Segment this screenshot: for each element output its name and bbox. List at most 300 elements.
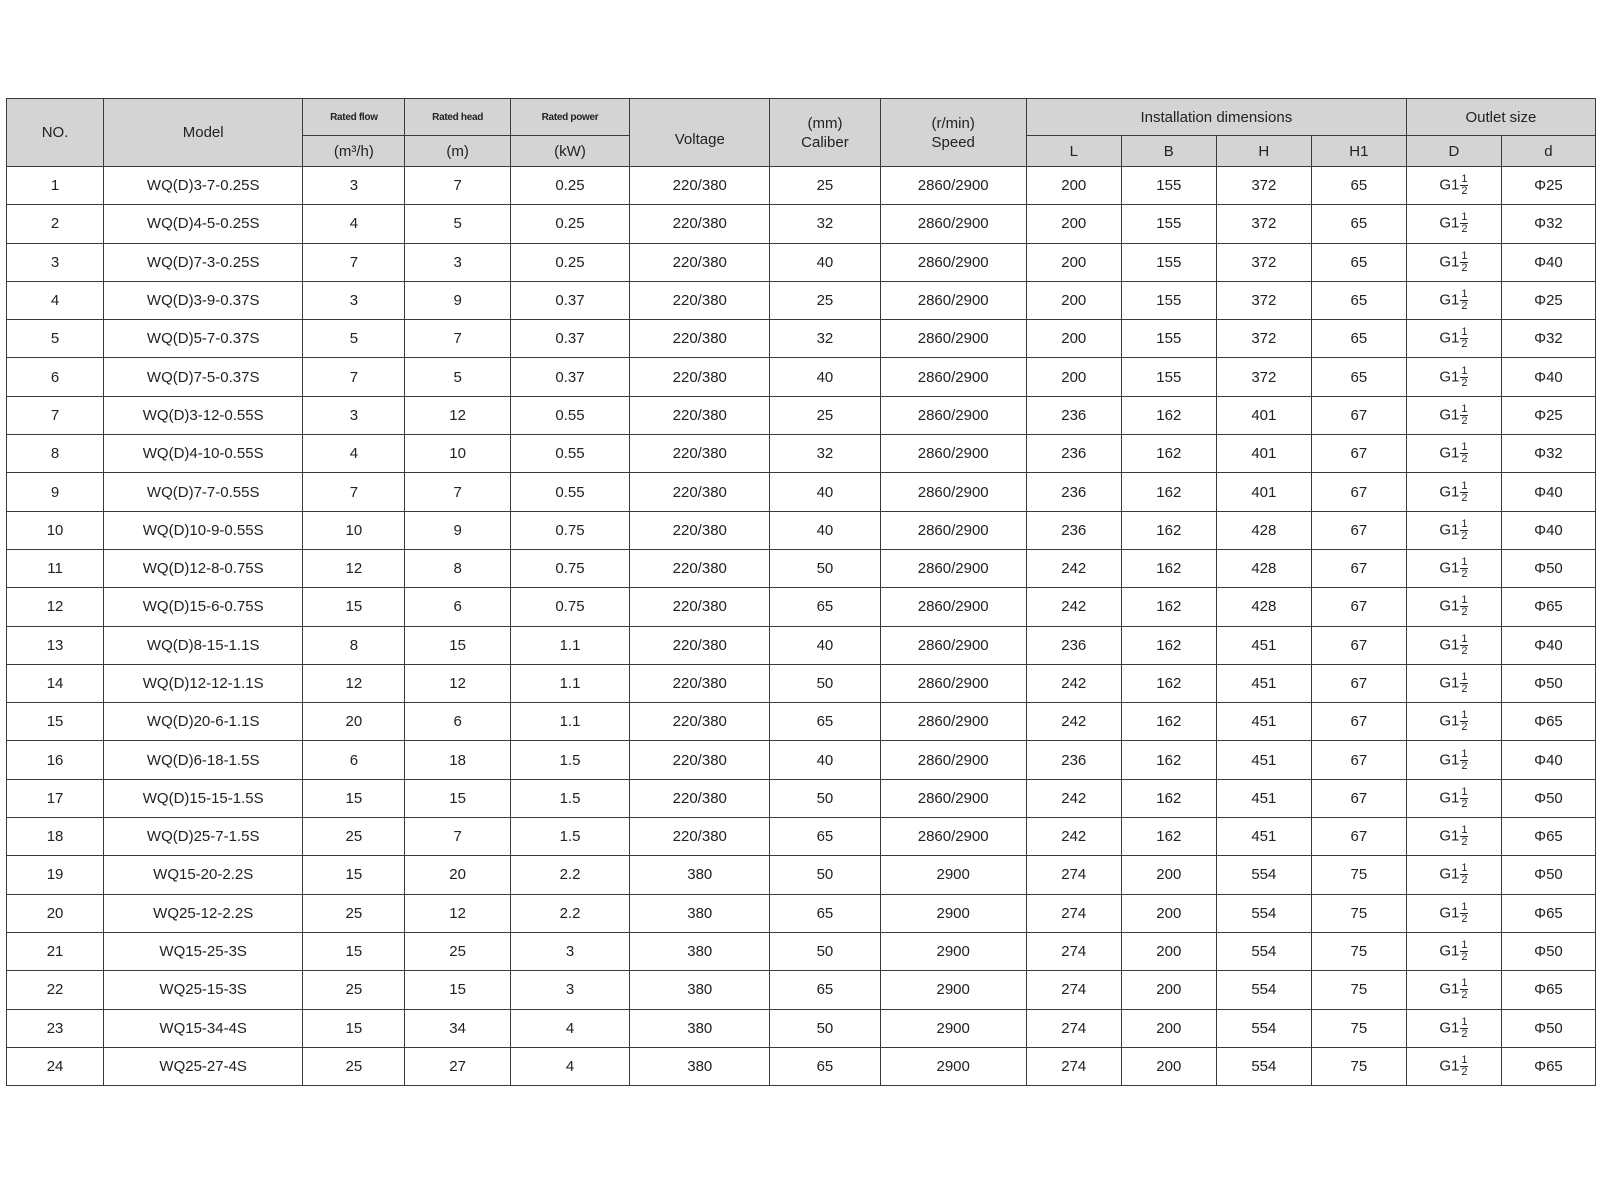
cell-d: Φ65 [1501,971,1595,1009]
cell-rated-power: 0.25 [510,167,630,205]
cell-no: 8 [7,435,104,473]
table-body [7,167,1596,1086]
cell-caliber: 50 [770,1009,880,1047]
cell-rated-power: 1.1 [510,664,630,702]
cell-voltage: 220/380 [630,243,770,281]
cell-rated-head: 12 [405,396,510,434]
outlet-thread-prefix: G1 [1439,751,1460,769]
table-row [7,549,1596,587]
cell-H: 451 [1216,703,1311,741]
cell-model: WQ(D)3-9-0.37S [104,281,303,319]
cell-d: Φ40 [1501,243,1595,281]
cell-d: Φ65 [1501,1047,1595,1085]
cell-H1: 75 [1311,894,1406,932]
cell-no: 21 [7,932,104,970]
cell-H1: 67 [1311,396,1406,434]
cell-model: WQ15-25-3S [104,932,303,970]
outlet-thread-prefix: G1 [1439,214,1460,232]
cell-rated-head: 18 [405,741,510,779]
cell-L: 236 [1026,626,1121,664]
cell-D [1406,779,1501,817]
cell-L: 200 [1026,281,1121,319]
header-voltage-label: Voltage [674,131,725,148]
cell-voltage: 220/380 [630,281,770,319]
fraction-denominator: 2 [1461,529,1468,542]
cell-rated-power: 1.1 [510,626,630,664]
fraction-numerator: 1 [1461,173,1468,186]
header-H1: H1 [1311,136,1406,167]
cell-L: 274 [1026,1009,1121,1047]
cell-speed: 2860/2900 [880,358,1026,396]
cell-voltage: 380 [630,856,770,894]
fraction-denominator: 2 [1461,1065,1468,1078]
header-speed-label: Speed [931,133,975,151]
cell-H1: 65 [1311,167,1406,205]
cell-rated-power: 2.2 [510,894,630,932]
cell-L: 242 [1026,549,1121,587]
header-H: H [1216,136,1311,167]
cell-no: 13 [7,626,104,664]
cell-rated-head: 27 [405,1047,510,1085]
cell-caliber: 40 [770,358,880,396]
cell-H: 451 [1216,779,1311,817]
cell-rated-head: 12 [405,664,510,702]
fraction [1460,1055,1468,1078]
cell-D [1406,167,1501,205]
table-row [7,511,1596,549]
cell-rated-flow: 15 [303,588,405,626]
cell-H1: 67 [1311,511,1406,549]
table-row [7,626,1596,664]
cell-B: 200 [1121,894,1216,932]
cell-voltage: 220/380 [630,779,770,817]
cell-rated-flow: 6 [303,741,405,779]
cell-no: 15 [7,703,104,741]
cell-rated-head: 3 [405,243,510,281]
fraction [1460,1017,1468,1040]
cell-H: 372 [1216,358,1311,396]
outlet-thread-prefix: G1 [1439,291,1460,309]
cell-rated-head: 6 [405,703,510,741]
cell-voltage: 220/380 [630,818,770,856]
cell-B: 162 [1121,549,1216,587]
header-rated-head-unit: (m) [405,136,510,167]
table-row [7,205,1596,243]
cell-voltage: 380 [630,1047,770,1085]
cell-speed: 2860/2900 [880,511,1026,549]
outlet-thread-prefix: G1 [1439,980,1460,998]
table-row [7,971,1596,1009]
cell-speed: 2860/2900 [880,741,1026,779]
header-installation-dimensions: Installation dimensions [1026,99,1406,136]
cell-speed: 2860/2900 [880,473,1026,511]
fraction-denominator: 2 [1461,951,1468,964]
fraction-denominator: 2 [1461,836,1468,849]
cell-rated-power: 4 [510,1047,630,1085]
cell-B: 162 [1121,664,1216,702]
cell-rated-power: 0.37 [510,320,630,358]
fraction-numerator: 1 [1461,977,1468,990]
cell-no: 22 [7,971,104,1009]
cell-caliber: 65 [770,818,880,856]
fraction-numerator: 1 [1461,747,1468,760]
cell-rated-flow: 5 [303,320,405,358]
cell-rated-power: 1.5 [510,779,630,817]
cell-D [1406,856,1501,894]
cell-d: Φ50 [1501,856,1595,894]
cell-B: 162 [1121,626,1216,664]
outlet-thread-prefix: G1 [1439,1057,1460,1075]
fraction-numerator: 1 [1461,671,1468,683]
cell-H: 554 [1216,856,1311,894]
outlet-thread-prefix: G1 [1439,482,1460,500]
cell-rated-flow: 7 [303,473,405,511]
fraction [1460,978,1468,1001]
cell-D [1406,626,1501,664]
table-row [7,1009,1596,1047]
outlet-thread-prefix: G1 [1439,253,1460,271]
fraction-numerator: 1 [1461,402,1468,415]
cell-no: 19 [7,856,104,894]
cell-L: 200 [1026,320,1121,358]
cell-rated-head: 5 [405,205,510,243]
table-row [7,1047,1596,1085]
cell-rated-flow: 25 [303,971,405,1009]
cell-model: WQ(D)20-6-1.1S [104,703,303,741]
fraction [1460,634,1468,657]
cell-model: WQ15-20-2.2S [104,856,303,894]
cell-H: 554 [1216,1047,1311,1085]
cell-no: 1 [7,167,104,205]
cell-voltage: 220/380 [630,167,770,205]
cell-B: 162 [1121,741,1216,779]
cell-D [1406,396,1501,434]
cell-D [1406,818,1501,856]
cell-L: 200 [1026,358,1121,396]
header-speed-unit: (r/min) [931,114,975,132]
fraction-denominator: 2 [1461,300,1468,313]
cell-H1: 75 [1311,971,1406,1009]
fraction-denominator: 2 [1461,414,1468,427]
cell-B: 155 [1121,205,1216,243]
cell-B: 155 [1121,243,1216,281]
cell-rated-power: 0.55 [510,396,630,434]
table-header [7,99,1596,167]
cell-rated-flow: 15 [303,779,405,817]
cell-B: 155 [1121,167,1216,205]
cell-L: 242 [1026,703,1121,741]
cell-H: 451 [1216,818,1311,856]
cell-caliber: 40 [770,243,880,281]
cell-H1: 75 [1311,856,1406,894]
cell-voltage: 380 [630,932,770,970]
cell-no: 17 [7,779,104,817]
cell-model: WQ25-27-4S [104,1047,303,1085]
cell-H: 428 [1216,588,1311,626]
cell-d: Φ65 [1501,703,1595,741]
header-rated-flow: Rated flow [303,99,405,136]
fraction-denominator: 2 [1461,223,1468,236]
cell-no: 11 [7,549,104,587]
cell-caliber: 65 [770,971,880,1009]
cell-B: 162 [1121,473,1216,511]
fraction-denominator: 2 [1461,568,1468,581]
cell-D [1406,588,1501,626]
cell-rated-flow: 8 [303,626,405,664]
cell-H1: 65 [1311,358,1406,396]
fraction-denominator: 2 [1461,759,1468,772]
cell-rated-flow: 25 [303,894,405,932]
cell-D [1406,741,1501,779]
cell-rated-power: 2.2 [510,856,630,894]
cell-rated-head: 15 [405,971,510,1009]
fraction-denominator: 2 [1461,721,1468,734]
cell-H1: 67 [1311,818,1406,856]
fraction-denominator: 2 [1461,376,1468,389]
cell-speed: 2900 [880,1009,1026,1047]
cell-caliber: 32 [770,205,880,243]
outlet-thread-prefix: G1 [1439,789,1460,807]
header-speed [880,99,1026,167]
cell-rated-head: 15 [405,626,510,664]
cell-voltage: 220/380 [630,396,770,434]
fraction-denominator: 2 [1461,874,1468,887]
cell-L: 274 [1026,1047,1121,1085]
fraction-numerator: 1 [1461,441,1468,454]
cell-d: Φ40 [1501,511,1595,549]
cell-rated-power: 3 [510,932,630,970]
cell-d: Φ65 [1501,818,1595,856]
fraction [1460,595,1468,618]
cell-rated-power: 1.5 [510,818,630,856]
header-outlet-size: Outlet size [1406,99,1595,136]
cell-voltage: 220/380 [630,703,770,741]
cell-voltage: 220/380 [630,626,770,664]
cell-d: Φ50 [1501,549,1595,587]
cell-D [1406,205,1501,243]
outlet-thread-prefix: G1 [1439,904,1460,922]
cell-H1: 67 [1311,664,1406,702]
fraction-denominator: 2 [1461,453,1468,466]
cell-no: 5 [7,320,104,358]
cell-model: WQ(D)3-7-0.25S [104,167,303,205]
cell-B: 162 [1121,703,1216,741]
cell-H1: 67 [1311,626,1406,664]
cell-D [1406,281,1501,319]
table-row [7,473,1596,511]
cell-caliber: 32 [770,435,880,473]
cell-L: 242 [1026,779,1121,817]
cell-rated-head: 6 [405,588,510,626]
cell-caliber: 65 [770,588,880,626]
fraction [1460,557,1468,580]
cell-voltage: 220/380 [630,511,770,549]
cell-rated-power: 0.37 [510,358,630,396]
cell-D [1406,358,1501,396]
cell-B: 155 [1121,358,1216,396]
cell-L: 274 [1026,856,1121,894]
fraction-denominator: 2 [1461,989,1468,1002]
cell-B: 162 [1121,779,1216,817]
cell-D [1406,435,1501,473]
cell-speed: 2860/2900 [880,243,1026,281]
cell-L: 236 [1026,741,1121,779]
cell-speed: 2860/2900 [880,281,1026,319]
outlet-thread-prefix: G1 [1439,521,1460,539]
table-row [7,281,1596,319]
cell-model: WQ15-34-4S [104,1009,303,1047]
cell-B: 162 [1121,511,1216,549]
cell-voltage: 380 [630,894,770,932]
cell-d: Φ50 [1501,932,1595,970]
cell-no: 6 [7,358,104,396]
header-model: Model [104,99,303,167]
cell-rated-power: 0.55 [510,473,630,511]
cell-speed: 2860/2900 [880,626,1026,664]
cell-rated-flow: 7 [303,243,405,281]
cell-rated-power: 4 [510,1009,630,1047]
cell-no: 12 [7,588,104,626]
outlet-thread-prefix: G1 [1439,712,1460,730]
cell-model: WQ(D)4-10-0.55S [104,435,303,473]
cell-rated-head: 8 [405,549,510,587]
table-row [7,779,1596,817]
cell-B: 162 [1121,435,1216,473]
cell-rated-head: 5 [405,358,510,396]
cell-no: 9 [7,473,104,511]
cell-speed: 2900 [880,856,1026,894]
cell-rated-head: 15 [405,779,510,817]
cell-H: 372 [1216,320,1311,358]
cell-model: WQ(D)4-5-0.25S [104,205,303,243]
outlet-thread-prefix: G1 [1439,674,1460,692]
cell-d: Φ50 [1501,1009,1595,1047]
cell-H1: 67 [1311,435,1406,473]
cell-d: Φ32 [1501,435,1595,473]
cell-speed: 2860/2900 [880,779,1026,817]
cell-caliber: 25 [770,396,880,434]
cell-caliber: 25 [770,167,880,205]
cell-model: WQ(D)3-12-0.55S [104,396,303,434]
cell-H: 372 [1216,281,1311,319]
fraction-denominator: 2 [1461,606,1468,619]
cell-B: 200 [1121,1009,1216,1047]
cell-rated-flow: 12 [303,549,405,587]
cell-speed: 2860/2900 [880,320,1026,358]
cell-speed: 2860/2900 [880,818,1026,856]
cell-H1: 65 [1311,243,1406,281]
cell-voltage: 380 [630,971,770,1009]
cell-model: WQ(D)5-7-0.37S [104,320,303,358]
fraction [1460,481,1468,504]
cell-d: Φ25 [1501,167,1595,205]
fraction-numerator: 1 [1461,326,1468,339]
cell-no: 7 [7,396,104,434]
cell-speed: 2860/2900 [880,167,1026,205]
cell-speed: 2860/2900 [880,396,1026,434]
cell-no: 18 [7,818,104,856]
cell-no: 3 [7,243,104,281]
fraction [1460,710,1468,733]
cell-d: Φ25 [1501,281,1595,319]
fraction-numerator: 1 [1461,249,1468,262]
fraction-denominator: 2 [1461,1027,1468,1040]
cell-H: 428 [1216,511,1311,549]
cell-D [1406,549,1501,587]
table-row [7,167,1596,205]
cell-rated-flow: 3 [303,281,405,319]
fraction-numerator: 1 [1461,939,1468,952]
header-caliber-unit: (mm) [807,114,843,132]
cell-d: Φ32 [1501,320,1595,358]
cell-speed: 2860/2900 [880,588,1026,626]
cell-voltage: 220/380 [630,435,770,473]
fraction-denominator: 2 [1461,261,1468,274]
fraction [1460,212,1468,235]
cell-d: Φ65 [1501,894,1595,932]
cell-caliber: 40 [770,473,880,511]
fraction-numerator: 1 [1461,1053,1468,1066]
fraction-denominator: 2 [1461,644,1468,657]
cell-caliber: 50 [770,779,880,817]
table-row [7,358,1596,396]
fraction [1460,289,1468,312]
cell-rated-flow: 4 [303,435,405,473]
cell-d: Φ40 [1501,358,1595,396]
cell-voltage: 220/380 [630,588,770,626]
fraction-numerator: 1 [1461,1015,1468,1028]
header-caliber-label: Caliber [801,133,849,151]
cell-H: 451 [1216,664,1311,702]
cell-H1: 67 [1311,779,1406,817]
cell-L: 236 [1026,511,1121,549]
header-D: D [1406,136,1501,167]
cell-B: 200 [1121,856,1216,894]
cell-voltage: 220/380 [630,473,770,511]
outlet-thread-prefix: G1 [1439,329,1460,347]
fraction-numerator: 1 [1461,862,1468,875]
cell-B: 200 [1121,1047,1216,1085]
cell-voltage: 220/380 [630,549,770,587]
cell-B: 162 [1121,396,1216,434]
cell-rated-head: 7 [405,818,510,856]
fraction-numerator: 1 [1461,479,1468,492]
cell-caliber: 50 [770,932,880,970]
cell-rated-head: 10 [405,435,510,473]
cell-rated-flow: 15 [303,856,405,894]
cell-caliber: 65 [770,894,880,932]
cell-L: 200 [1026,167,1121,205]
cell-model: WQ(D)12-12-1.1S [104,664,303,702]
table-row [7,588,1596,626]
cell-B: 200 [1121,932,1216,970]
cell-B: 155 [1121,320,1216,358]
cell-model: WQ(D)15-15-1.5S [104,779,303,817]
cell-model: WQ(D)10-9-0.55S [104,511,303,549]
cell-H: 554 [1216,971,1311,1009]
cell-no: 16 [7,741,104,779]
cell-L: 274 [1026,894,1121,932]
cell-caliber: 40 [770,626,880,664]
header-no: NO. [7,99,104,167]
cell-caliber: 40 [770,741,880,779]
cell-voltage: 380 [630,1009,770,1047]
cell-B: 162 [1121,818,1216,856]
cell-speed: 2900 [880,894,1026,932]
cell-H: 401 [1216,396,1311,434]
table-row [7,435,1596,473]
cell-H: 372 [1216,205,1311,243]
